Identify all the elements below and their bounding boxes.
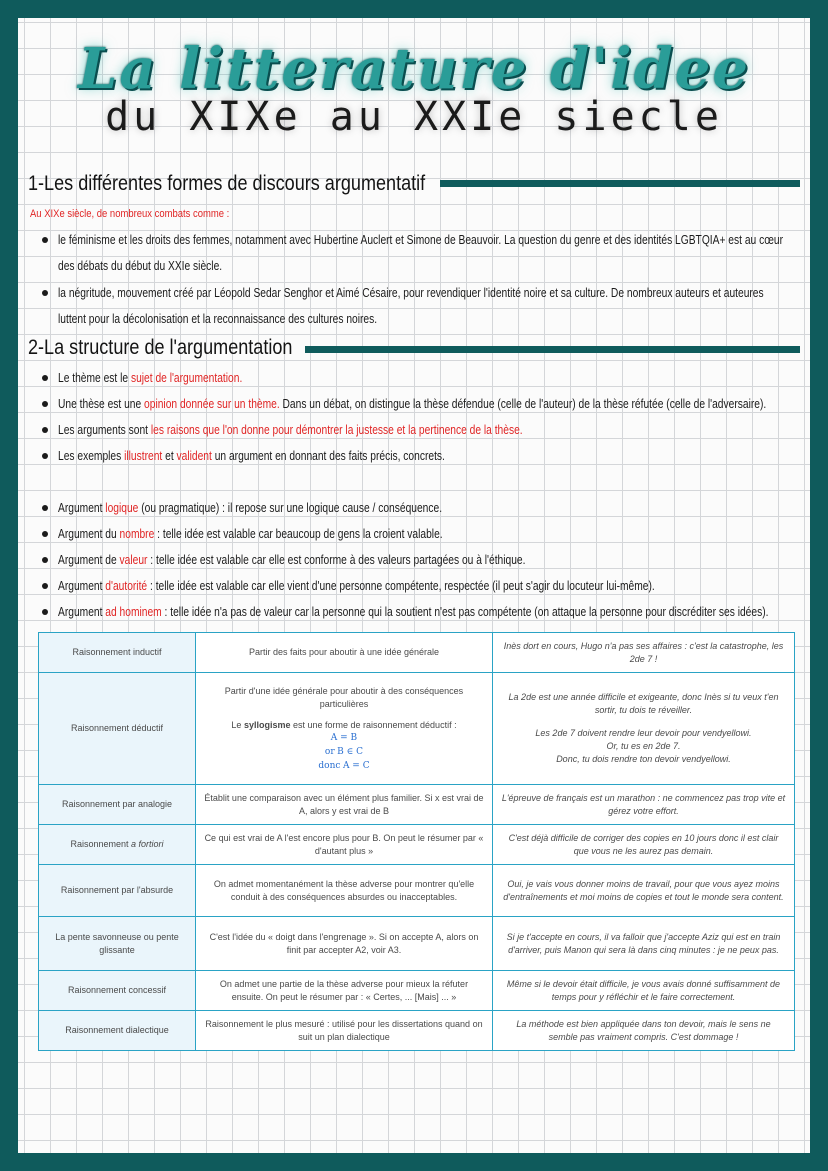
table-cell: Raisonnement le plus mesuré : utilisé pour les dissertations quand on suit un plan dialectique	[196, 1011, 493, 1051]
table-cell: Raisonnement déductif	[39, 673, 196, 785]
math-formula: or B ∈ C	[324, 746, 364, 757]
cell-text: Le syllogisme est une forme de raisonnement déductif :	[231, 719, 457, 730]
cell-text: Or, tu es en 2de 7.	[606, 741, 681, 751]
table-cell: Ce qui est vrai de A l'est encore plus pour B. On peut le résumer par « d'autant plus »	[196, 825, 493, 865]
page-subtitle: du XIXe au XXIe siecle	[105, 94, 723, 140]
table-row	[39, 785, 795, 825]
list-item-line: le féminisme et les droits des femmes, notamment avec Hubertine Auclert et Simone de Beauvoir. La question du genre et des identités LGBTQIA+ est au cœur	[58, 233, 783, 247]
table-cell	[196, 673, 493, 785]
table-cell: Inès dort en cours, Hugo n'a pas ses affaires : c'est la catastrophe, les 2de 7 !	[493, 633, 795, 673]
math-formula: donc A = C	[318, 760, 370, 771]
list-item: Les exemples illustrent et valident un argument en donnant des faits précis, concrets.	[58, 449, 445, 463]
table-cell: On admet une partie de la thèse adverse pour mieux la réfuter ensuite. On peut le résumer par : « Certes, ... [Mais] ... »	[196, 971, 493, 1011]
argument-item: Argument d'autorité : telle idée est valable car elle vient d'une personne compétente, respectée (il peut s'agir du locuteur lui-même).	[58, 579, 655, 593]
table-row	[39, 825, 795, 865]
bullet-marker	[42, 453, 48, 459]
table-cell: Établit une comparaison avec un élément plus familier. Si x est vrai de A, alors y est vrai de B	[196, 785, 493, 825]
table-cell: Partir des faits pour aboutir à une idée générale	[196, 633, 493, 673]
math-formula: A = B	[330, 732, 358, 743]
cell-text: Donc, tu dois rendre ton devoir vendyellowi.	[556, 754, 731, 764]
bullet-marker	[42, 237, 48, 243]
table-cell: L'épreuve de français est un marathon : ne commencez pas trop vite et gérez votre effort.	[493, 785, 795, 825]
bullet-marker	[42, 609, 48, 615]
table-cell: Même si le devoir était difficile, je vous avais donné suffisamment de temps pour y réfléchir et le faire correctement.	[493, 971, 795, 1011]
table-cell: Oui, je vais vous donner moins de travail, pour que vous ayez moins d'entraînements et moi moins de copies et tout le monde sera content.	[493, 865, 795, 917]
table-row	[39, 633, 795, 673]
cell-text: La 2de est une année difficile et exigeante, donc Inès si tu veux t'en sortir, tu dois te réveiller.	[508, 692, 779, 715]
page-title: La litterature d'idee	[77, 36, 751, 102]
bullet-marker	[42, 427, 48, 433]
reasoning-table	[38, 632, 795, 1051]
table-cell: Raisonnement par l'absurde	[39, 865, 196, 917]
section1-intro: Au XIXe siècle, de nombreux combats comme :	[30, 208, 230, 220]
table-cell: La méthode est bien appliquée dans ton devoir, mais le sens ne semble pas vraiment compris. C'est dommage !	[493, 1011, 795, 1051]
argument-item: Argument ad hominem : telle idée n'a pas de valeur car la personne qui la soutient n'est pas compétente (on attaque la personne pour discréditer ses idées).	[58, 605, 769, 619]
table-cell: C'est l'idée du « doigt dans l'engrenage ». Si on accepte A, alors on finit par accepter A2, voir A3.	[196, 917, 493, 971]
cell-text: Partir d'une idée générale pour aboutir à des conséquences particulières	[224, 685, 464, 709]
table-cell: La pente savonneuse ou pente glissante	[39, 917, 196, 971]
list-item: Une thèse est une opinion donnée sur un thème. Dans un débat, on distingue la thèse défendue (celle de l'auteur) de la thèse réfutée (celle de l'adversaire).	[58, 397, 767, 411]
bullet-marker	[42, 290, 48, 296]
table-row	[39, 971, 795, 1011]
table-cell: Raisonnement par analogie	[39, 785, 196, 825]
table-row	[39, 917, 795, 971]
bullet-marker	[42, 375, 48, 381]
cell-text: Les 2de 7 doivent rendre leur devoir pour vendyellowi.	[535, 728, 752, 738]
bullet-marker	[42, 531, 48, 537]
list-item-line: luttent pour la décolonisation et la reconnaissance des cultures noires.	[58, 312, 378, 326]
table-cell	[493, 673, 795, 785]
bullet-marker	[42, 557, 48, 563]
list-item: Les arguments sont les raisons que l'on donne pour démontrer la justesse et la pertinence de la thèse.	[58, 423, 523, 437]
table-cell: Raisonnement inductif	[39, 633, 196, 673]
bullet-marker	[42, 505, 48, 511]
table-row	[39, 1011, 795, 1051]
argument-item: Argument logique (ou pragmatique) : il repose sur une logique cause / conséquence.	[58, 501, 443, 515]
list-item-line: des débats du début du XXIe siècle.	[58, 259, 223, 273]
table-row	[39, 865, 795, 917]
list-item-line: la négritude, mouvement créé par Léopold Sedar Senghor et Aimé Césaire, pour revendiquer l'identité noire et sa culture. De nombreux auteurs et auteures	[58, 286, 764, 300]
table-cell: Raisonnement a fortiori	[39, 825, 196, 865]
table-cell: Raisonnement concessif	[39, 971, 196, 1011]
bullet-marker	[42, 401, 48, 407]
section1-title: 1-Les différentes formes de discours argumentatif	[28, 172, 426, 195]
section1-divider	[440, 180, 800, 187]
table-cell: On admet momentanément la thèse adverse pour montrer qu'elle conduit à des conséquences absurdes ou inacceptables.	[196, 865, 493, 917]
list-item: Le thème est le sujet de l'argumentation.	[58, 371, 243, 385]
table-row	[39, 673, 795, 785]
table-cell: Si je t'accepte en cours, il va falloir que j'accepte Aziz qui est en train d'arriver, puis Manon qui sera là dans cinq minutes : je ne peux pas.	[493, 917, 795, 971]
table-cell: C'est déjà difficile de corriger des copies en 10 jours donc il est clair que vous ne les aurez pas demain.	[493, 825, 795, 865]
table-cell: Raisonnement dialectique	[39, 1011, 196, 1051]
bullet-marker	[42, 583, 48, 589]
section2-title: 2-La structure de l'argumentation	[28, 336, 293, 359]
argument-item: Argument de valeur : telle idée est valable car elle est conforme à des valeurs partagées ou à l'éthique.	[58, 553, 526, 567]
document-page	[18, 18, 810, 1153]
argument-item: Argument du nombre : telle idée est valable car beaucoup de gens la croient valable.	[58, 527, 443, 541]
section2-divider	[305, 346, 800, 353]
